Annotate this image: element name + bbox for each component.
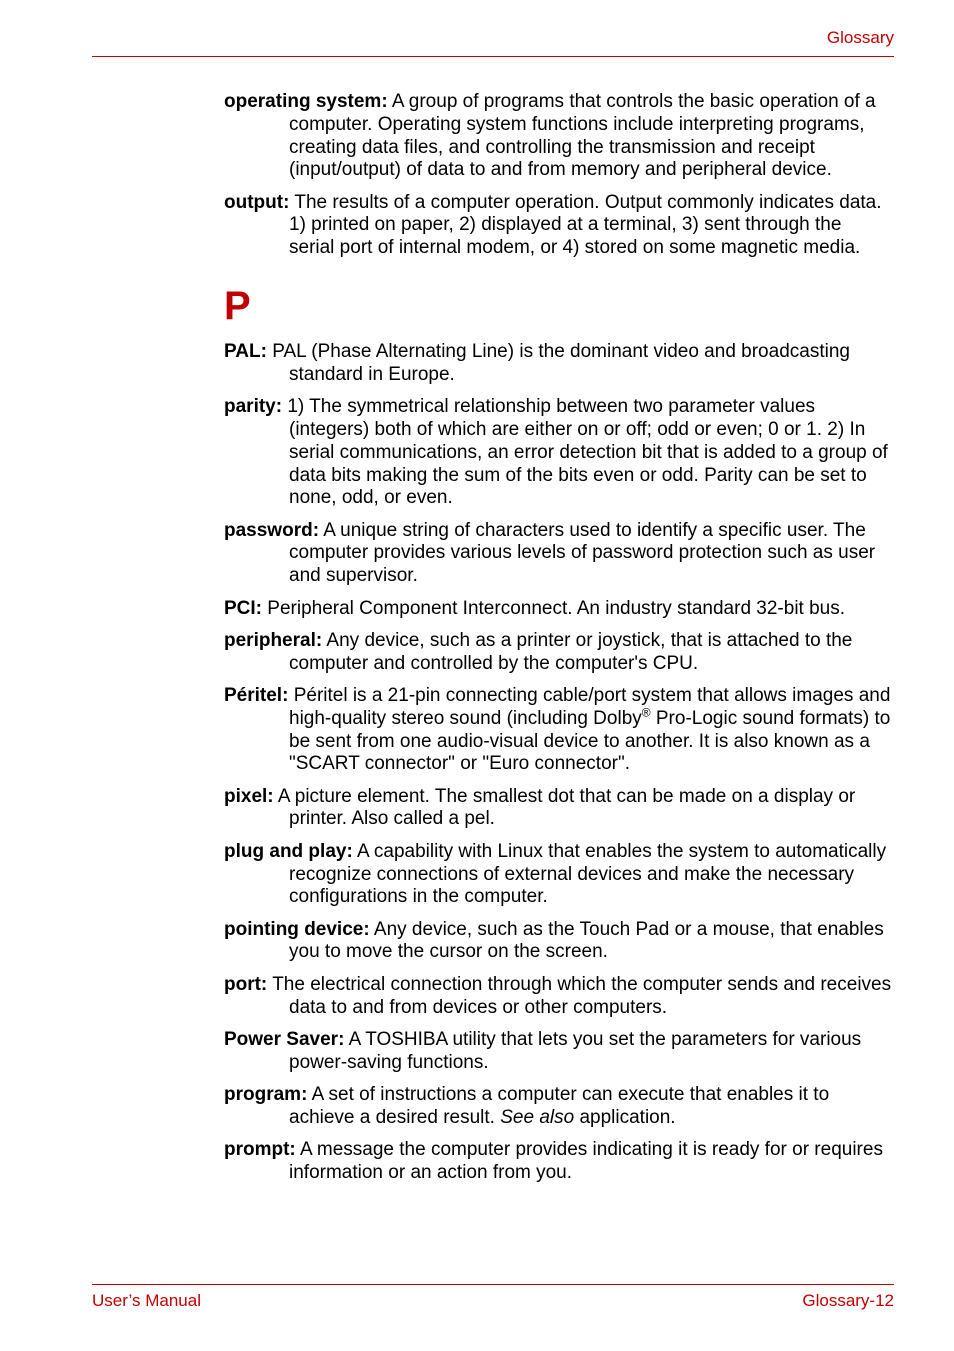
definition: The results of a computer operation. Output commonly indicates data. 1) printed on paper, 2) displayed at a terminal, 3) sent through the serial port of internal modem, or 4) stored on some magnetic media. — [289, 191, 882, 259]
glossary-entry-peritel — [224, 685, 892, 776]
definition: 1) The symmetrical relationship between two parameter values (integers) both of which are either on or off; odd or even; 0 or 1. 2) In serial communications, an error detection bit that is added to a group of data bits making the sum of the bits even or odd. Parity can be set to none, odd, or even. — [282, 396, 888, 509]
header-title: Glossary — [826, 28, 894, 47]
glossary-entry-operating-system — [224, 91, 892, 182]
term: Péritel: — [224, 684, 289, 706]
glossary-entry-plug-and-play — [224, 841, 892, 909]
glossary-entry-pointing-device — [224, 919, 892, 965]
footer-page-number: Glossary-12 — [802, 1291, 894, 1310]
term: Power Saver: — [224, 1028, 345, 1050]
term: pixel: — [224, 785, 274, 807]
definition: A message the computer provides indicating it is ready for or requires information or an action from you. — [289, 1138, 883, 1183]
glossary-entry-program — [224, 1084, 892, 1130]
term: PCI: — [224, 597, 262, 619]
section-letter: P — [224, 284, 251, 329]
term: prompt: — [224, 1138, 296, 1160]
glossary-entry-output — [224, 192, 892, 260]
definition: A unique string of characters used to identify a specific user. The computer provides various levels of password protection such as user and supervisor. — [289, 519, 876, 587]
definition-part: Pro-Logic sound formats) to be sent from one audio-visual device to another. It is also known as a "SCART connector" or "Euro connector". — [289, 707, 891, 775]
term: program: — [224, 1083, 308, 1105]
definition: A capability with Linux that enables the system to automatically recognize connections of external devices and make the necessary configurations in the computer. — [289, 840, 887, 908]
definition: A picture element. The smallest dot that can be made on a display or printer. Also called a pel. — [273, 785, 856, 830]
term: password: — [224, 519, 320, 541]
definition-part: application. — [574, 1106, 676, 1128]
term: output: — [224, 191, 290, 213]
definition: The electrical connection through which the computer sends and receives data to and from devices or other computers. — [267, 973, 892, 1018]
definition: A TOSHIBA utility that lets you set the parameters for various power-saving functions. — [289, 1028, 862, 1073]
registered-mark: ® — [641, 705, 651, 720]
term: port: — [224, 973, 268, 995]
term: parity: — [224, 396, 283, 418]
definition: Peripheral Component Interconnect. An industry standard 32-bit bus. — [262, 597, 846, 619]
glossary-entry-password — [224, 520, 892, 588]
glossary-entry-port — [224, 974, 892, 1020]
see-also: See also — [500, 1106, 575, 1128]
term: peripheral: — [224, 629, 323, 651]
glossary-entry-pal — [224, 341, 892, 387]
glossary-entry-pci — [224, 598, 892, 621]
glossary-entry-parity — [224, 396, 892, 510]
definition: A group of programs that controls the basic operation of a computer. Operating system functions include interpreting programs, creating data files, and controlling the transmission and receipt (input/output) of data to and from memory and peripheral device. — [289, 91, 876, 181]
glossary-entry-power-saver — [224, 1029, 892, 1075]
definition: Any device, such as a printer or joystick, that is attached to the computer and controlled by the computer's CPU. — [289, 629, 853, 674]
term: pointing device: — [224, 918, 370, 940]
term: plug and play: — [224, 840, 353, 862]
footer-manual-title: User’s Manual — [92, 1291, 201, 1310]
glossary-entry-peripheral — [224, 630, 892, 676]
glossary-entry-pixel — [224, 786, 892, 832]
term: PAL: — [224, 341, 267, 363]
definition-part: Péritel is a 21-pin connecting cable/port system that allows images and high-quality stereo sound (including Dolby — [288, 684, 891, 729]
term: operating system: — [224, 91, 388, 112]
footer-rule — [92, 1284, 894, 1285]
glossary-entry-prompt — [224, 1139, 892, 1185]
header-rule — [92, 56, 894, 57]
glossary-content — [224, 91, 892, 1194]
definition-part: A set of instructions a computer can execute that enables it to achieve a desired result. — [289, 1083, 830, 1128]
definition: PAL (Phase Alternating Line) is the dominant video and broadcasting standard in Europe. — [266, 341, 850, 385]
definition: Any device, such as the Touch Pad or a mouse, that enables you to move the cursor on the screen. — [289, 918, 884, 963]
